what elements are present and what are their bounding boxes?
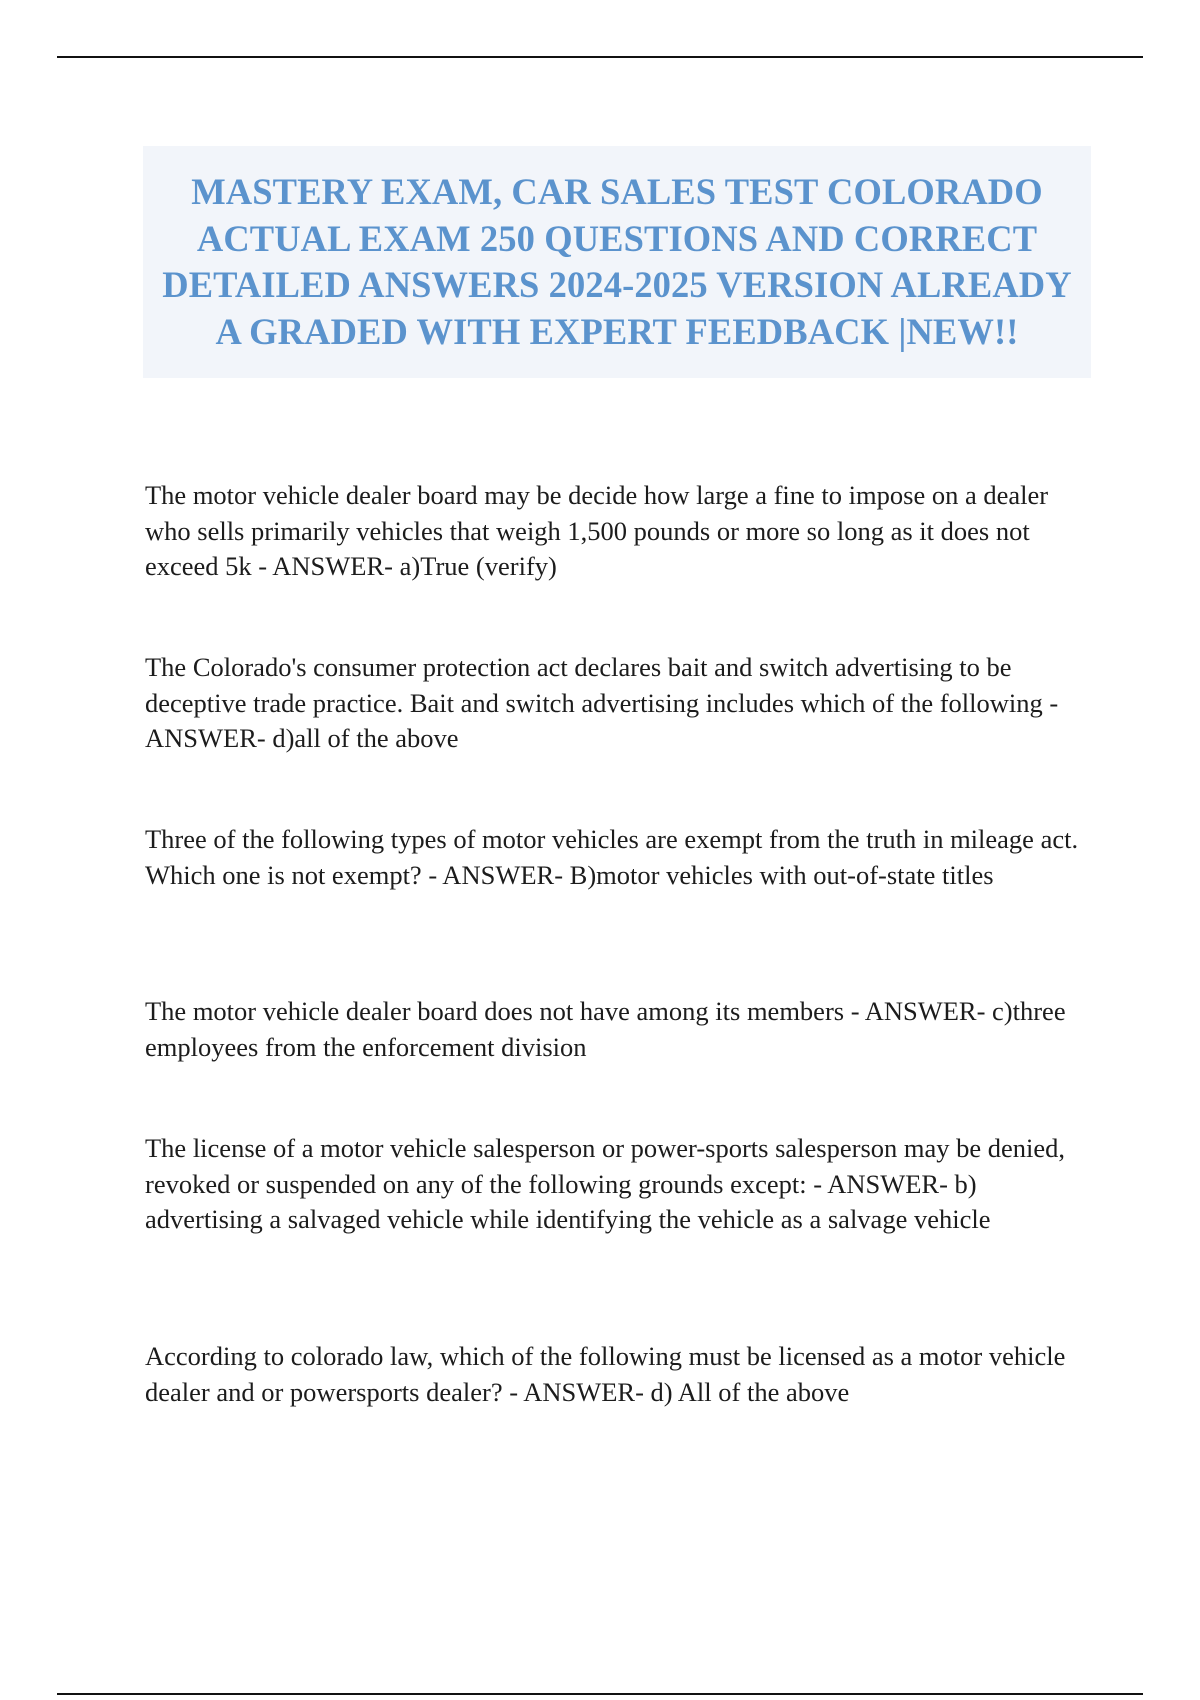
- question-answer-3: Three of the following types of motor vehicles are exempt from the truth in mileage act. Which one is not exempt? - ANSWER- B)motor vehicles with out-of-state titles: [145, 824, 1079, 890]
- document-title: MASTERY EXAM, CAR SALES TEST COLORADO ACTUAL EXAM 250 QUESTIONS AND CORRECT DETAILED ANSWERS 2024-2025 VERSION ALREADY A GRADED WITH EXPERT FEEDBACK |NEW!!: [162, 171, 1072, 352]
- bottom-rule: [57, 1693, 1143, 1695]
- question-answer-1: The motor vehicle dealer board may be decide how large a fine to impose on a dealer who sells primarily vehicles that weigh 1,500 pounds or more so long as it does not exceed 5k - ANSWER- a)True (verify): [145, 480, 1049, 581]
- title-banner: [143, 146, 1091, 378]
- top-rule: [57, 56, 1143, 58]
- question-answer-4: The motor vehicle dealer board does not have among its members - ANSWER- c)three employees from the enforcement division: [145, 996, 1066, 1062]
- question-answer-5: The license of a motor vehicle salesperson or power-sports salesperson may be denied, revoked or suspended on any of the following grounds except: - ANSWER- b) advertising a salvaged vehicle while identifying the vehicle as a salvage vehicle: [145, 1133, 1066, 1234]
- question-answer-6: According to colorado law, which of the following must be licensed as a motor vehicle dealer and or powersports dealer? - ANSWER- d) All of the above: [145, 1341, 1066, 1407]
- question-answer-2: The Colorado's consumer protection act declares bait and switch advertising to be deceptive trade practice. Bait and switch advertising includes which of the following - ANSWER- d)all of the above: [145, 652, 1059, 753]
